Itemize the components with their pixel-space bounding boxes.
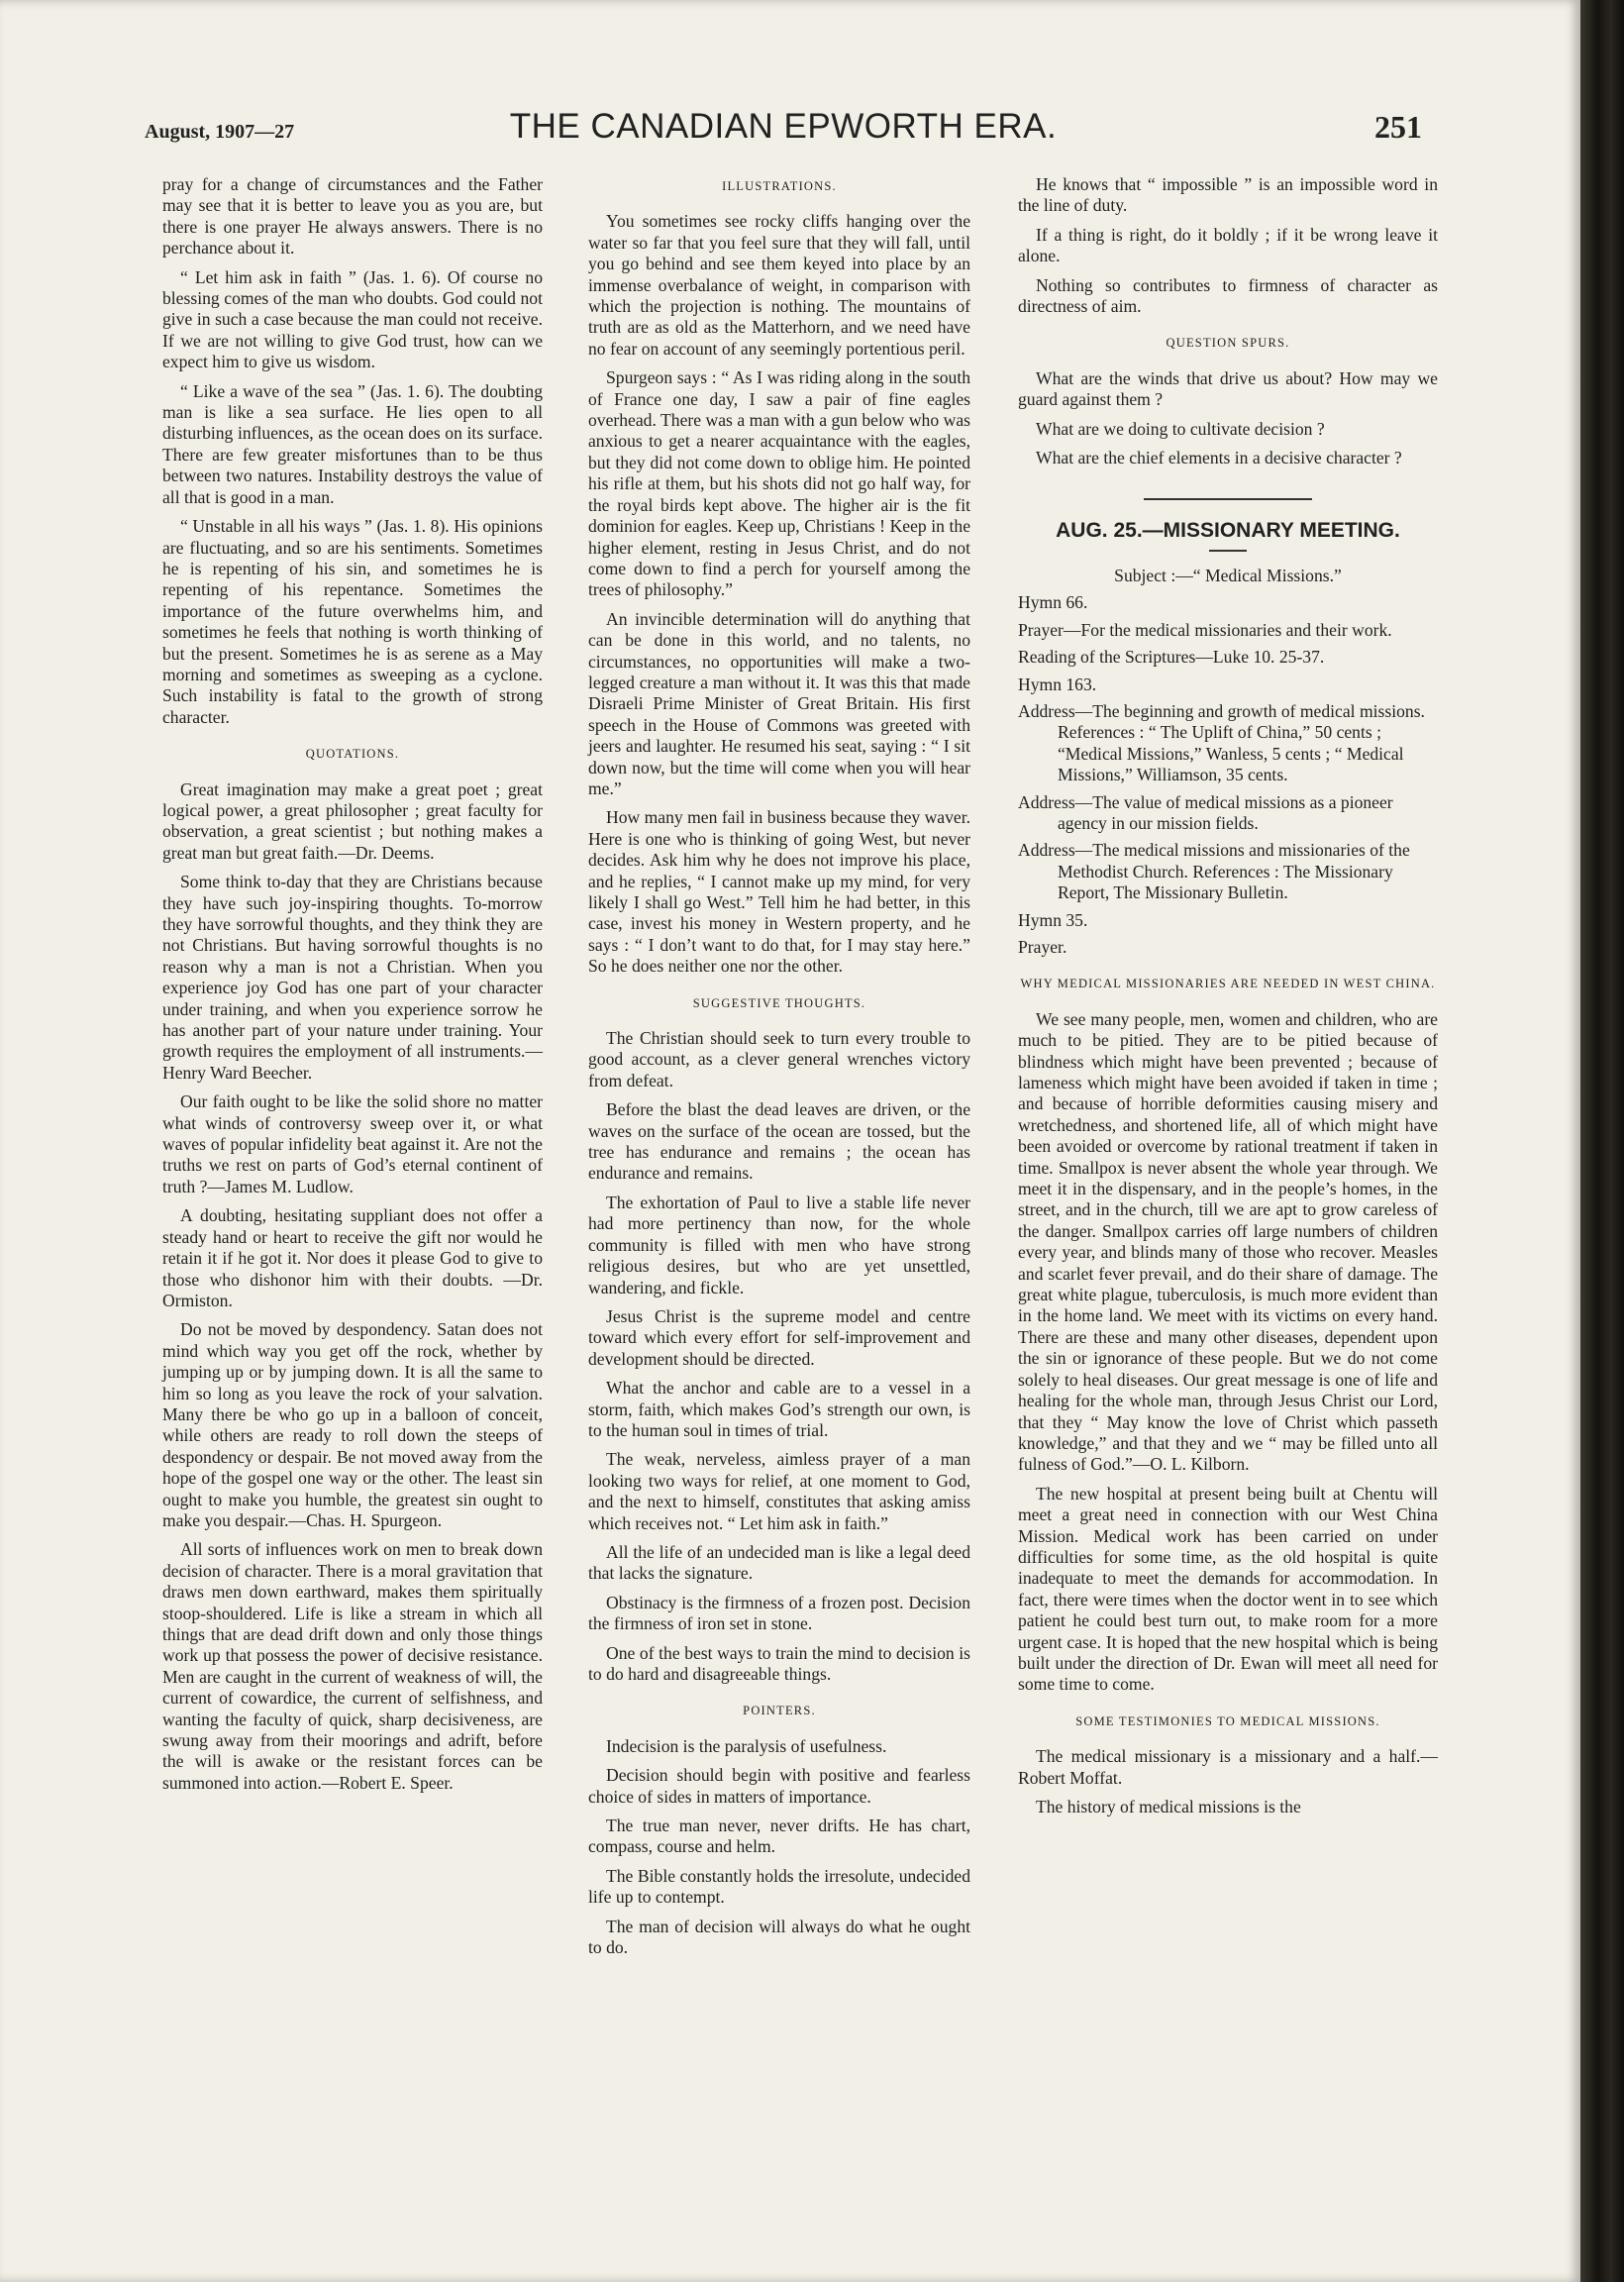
divider: [1209, 550, 1247, 552]
paragraph: The man of decision will always do what he ought to do.: [588, 1916, 970, 1958]
paragraph: pray for a change of circumstances and the Father may see that it is better to leave you as you are, but there is one prayer He always answers. There is no perchance about it.: [162, 174, 543, 259]
paragraph: What are we doing to cultivate decision ?: [1036, 418, 1325, 439]
paragraph: A doubting, hesitating suppliant does not offer a steady hand or heart to receive the gift nor would he retain it if he got it. Nor does it please God to give to those who dishonor him with their doubts. —Dr. Ormiston.: [162, 1205, 543, 1310]
program-item: Prayer—For the medical missionaries and their work.: [1018, 619, 1392, 640]
section-heading-why-medical-missionaries: WHY MEDICAL MISSIONARIES ARE NEEDED IN WEST CHINA.: [1020, 977, 1436, 991]
section-heading-suggestive-thoughts: SUGGESTIVE THOUGHTS.: [692, 995, 866, 1010]
paragraph: Great imagination may make a great poet ; great logical power, a great philosopher ; great faculty for observation, a great scientist ; but nothing makes a great man but great faith.—Dr. Deems.: [162, 778, 543, 863]
paragraph: An invincible determination will do anything that can be done in this world, and no talents, no circumstances, no opportunities will make a two-legged creature a man without it. It was this that made Disraeli Prime Minister of Great Britain. His first speech in the House of Commons was greeted with jeers and laughter. He resumed his seat, saying : “ I sit down now, but the time will come when you will hear me.”: [588, 608, 970, 798]
paragraph: The weak, nerveless, aimless prayer of a man looking two ways for relief, at one moment to God, and the next to himself, constitutes that asking amiss which receives not. “ Let him ask in faith.”: [588, 1449, 970, 1533]
program-item: Hymn 163.: [1018, 674, 1097, 694]
paragraph: Spurgeon says : “ As I was riding along in the south of France one day, I saw a pair of fine eagles overhead. There was a man with a gun below who was anxious to get a nearer acquaintance with the eagles, but they did not come down to oblige him. He pointed his rifle at them, but his shots did not go half way, for the royal birds kept above. The higher air is the fit dominion for eagles. Keep up, Christians ! Keep in the higher element, resting in Jesus Christ, and do not come down to find a perch for yourself among the trees of philosophy.”: [588, 367, 970, 600]
paragraph: “ Let him ask in faith ” (Jas. 1. 6). Of course no blessing comes of the man who doubts. God could not give in such a case because the man could not receive. If we are not willing to give God trust, how can we expect him to give us wisdom.: [162, 266, 543, 372]
program-item: Prayer.: [1018, 936, 1067, 957]
section-heading-testimonies: SOME TESTIMONIES TO MEDICAL MISSIONS.: [1075, 1713, 1380, 1728]
paragraph: Decision should begin with positive and fearless choice of sides in matters of importance.: [588, 1765, 970, 1807]
program-item: Hymn 66.: [1018, 592, 1088, 613]
program-item: Address—The medical missions and missionaries of the Methodist Church. References : The Missionary Report, The Missionary Bulletin.: [1018, 840, 1410, 903]
paragraph: If a thing is right, do it boldly ; if it be wrong leave it alone.: [1018, 224, 1438, 266]
page-number: 251: [1374, 109, 1422, 145]
paragraph: Before the blast the dead leaves are driven, or the waves on the surface of the ocean are tossed, but the tree has endurance and remains ; the ocean has endurance and remains.: [588, 1099, 970, 1184]
paragraph: The true man never, never drifts. He has chart, compass, course and helm.: [588, 1815, 970, 1857]
paragraph: How many men fail in business because they waver. Here is one who is thinking of going West, but never decides. Ask him why he does not improve his place, and he replies, “ I cannot make up my mind, for very likely I shall go West.” Tell him he had better, in this case, invest his money in Western property, and he says : “ I don’t want to do that, for I may stay here.” So he does neither one nor the other.: [588, 807, 970, 977]
paragraph: What are the chief elements in a decisive character ?: [1036, 448, 1402, 468]
paragraph: What the anchor and cable are to a vessel in a storm, faith, which makes God’s strength our own, is to the human soul in times of trial.: [588, 1378, 970, 1440]
column-1: [162, 174, 543, 1802]
paragraph: The new hospital at present being built at Chentu will meet a great need in connection with our West China Mission. Medical work has been carried on under difficulties for some time, as the old hospital is quite inadequate to meet the demands for accommodation. In fact, there were times when the doctor went in to see which patient he could best turn out, to make room for a more urgent case. It is hoped that the new hospital which is being built under the direction of Dr. Ewan will meet all need for some time to come.: [1018, 1483, 1438, 1695]
missionary-meeting-heading: AUG. 25.—MISSIONARY MEETING.: [1056, 519, 1400, 543]
paragraph: The exhortation of Paul to live a stable life never had more pertinency than now, for the whole community is filled with men who have strong religious desires, but who are yet unsettled, wandering, and fickle.: [588, 1192, 970, 1297]
meeting-subject: Subject :—“ Medical Missions.”: [1114, 565, 1342, 585]
program-item: Hymn 35.: [1018, 909, 1088, 930]
section-heading-quotations: QUOTATIONS.: [305, 747, 400, 762]
paragraph: What are the winds that drive us about? How may we guard against them ?: [1018, 367, 1438, 410]
paragraph: “ Like a wave of the sea ” (Jas. 1. 6). The doubting man is like a sea surface. He lies open to all disturbing influences, as the ocean does on its surface. There are few greater misfortunes than to be thus between two natures. Instability destroys the value of all that is good in a man.: [162, 380, 543, 507]
divider: [1144, 498, 1312, 500]
section-heading-pointers: POINTERS.: [743, 1704, 816, 1718]
paragraph: All the life of an undecided man is like a legal deed that lacks the signature.: [588, 1541, 970, 1584]
paragraph: Our faith ought to be like the solid shore no matter what winds of controversy sweep over it, or what waves of popular infidelity beat against it. Are not the truths we rest on parts of God’s eternal continent of truth ?—James M. Ludlow.: [162, 1091, 543, 1196]
paragraph: Do not be moved by despondency. Satan does not mind which way you get off the rock, whether by jumping up or by jumping down. It is all the same to him so long as you leave the rock of your salvation. Many there be who go up in a balloon of conceit, while others are ready to roll down the steeps of despondency or despair. Be not moved away from the hope of the gospel one way or the other. The least sin ought to make you humble, the greatest sin ought to make you despair.—Chas. H. Spurgeon.: [162, 1319, 543, 1530]
paragraph: Indecision is the paralysis of usefulness.: [606, 1735, 887, 1756]
paragraph: Jesus Christ is the supreme model and centre toward which every effort for self-improvement and development should be directed.: [588, 1305, 970, 1369]
paragraph: One of the best ways to train the mind to decision is to do hard and disagreeable things.: [588, 1642, 970, 1684]
book-spine: [1580, 0, 1624, 2282]
paragraph: We see many people, men, women and children, who are much to be pitied. They are to be pitied because of blindness which might have been prevented ; because of lameness which might have been avoided if taken in time ; and because of horrible deformities causing misery and wretchedness, and shortened life, all of which might have been avoided or overcome by rational treatment if taken in time. Smallpox is never absent the whole year through. We meet it in the dispensary, and in the people’s homes, in the street, and in the church, till we are apt to grow careless of the danger. Smallpox carries off large numbers of children every year, and blinds many of those who recover. Measles and scarlet fever prevail, and do their share of damage. The great white plague, tuberculosis, is much more evident than in the home land. We meet with its victims on every hand. There are these and many other diseases, dependent upon the sin or ignorance of these people. But we do not come solely to heal diseases. Our great message is one of life and healing for the whole man, through Jesus Christ our Lord, that they “ May know the love of Christ which passeth knowledge,” and that they and we “ may be filled unto all fulness of God.”—O. L. Kilborn.: [1018, 1008, 1438, 1475]
column-3: [1018, 174, 1438, 1825]
page-header: [145, 105, 1422, 155]
paragraph: The Christian should seek to turn every trouble to good account, as a clever general wrenches victory from defeat.: [588, 1028, 970, 1090]
paragraph: All sorts of influences work on men to break down decision of character. There is a moral gravitation that draws men down earthward, makes them spiritually stoop-shouldered. Life is like a stream in which all things that are dead drift down and only those things work up that possess the power of decisive resistance. Men are caught in the current of weakness of will, the current of cowardice, the current of selfishness, and wanting the faculty of quick, sharp decisiveness, are swung away from their moorings and adrift, before the will is awake or the resistant forces can be summoned into action.—Robert E. Speer.: [162, 1539, 543, 1793]
program-item: Reading of the Scriptures—Luke 10. 25-37.: [1018, 647, 1325, 668]
paragraph: The Bible constantly holds the irresolute, undecided life up to contempt.: [588, 1865, 970, 1908]
section-heading-illustrations: ILLUSTRATIONS.: [722, 179, 837, 193]
paragraph: He knows that “ impossible ” is an impossible word in the line of duty.: [1018, 174, 1438, 216]
paragraph: Some think to-day that they are Christians because they have such joy-inspiring thoughts. To-morrow they have sorrowful thoughts, and they think they are not Christians. But having sorrowful thoughts is no reason why a man is not a Christian. When you experience joy God has one part of your character under training, and when you experience sorrow he has another part of your nature under training. Your growth requires the employment of all instruments.—Henry Ward Beecher.: [162, 872, 543, 1083]
section-heading-question-spurs: QUESTION SPURS.: [1166, 336, 1290, 351]
paragraph: The medical missionary is a missionary and a half.—Robert Moffat.: [1018, 1746, 1438, 1788]
publication-title: THE CANADIAN EPWORTH ERA.: [509, 107, 1058, 146]
paragraph: The history of medical missions is the: [1036, 1797, 1301, 1816]
program-item: Address—The beginning and growth of medical missions. References : “ The Uplift of China,” 50 cents ; “Medical Missions,” Wanless, 5 cents ; “ Medical Missions,” Williamson, 35 cents.: [1018, 700, 1425, 785]
column-2: [588, 174, 970, 1966]
program-item: Address—The value of medical missions as a pioneer agency in our mission fields.: [1018, 791, 1393, 833]
paragraph: You sometimes see rocky cliffs hanging over the water so far that you feel sure that they will fall, until you go behind and see them keyed into place by an immense overbalance of weight, in comparison with which the projection is nothing. The mountains of truth are as old as the Matterhorn, and we need have no fear on account of any seemingly portentious peril.: [588, 211, 970, 359]
paragraph: Nothing so contributes to firmness of character as directness of aim.: [1018, 274, 1438, 317]
issue-date: August, 1907—27: [145, 121, 295, 143]
paragraph: Obstinacy is the firmness of a frozen post. Decision the firmness of iron set in stone.: [588, 1592, 970, 1634]
paragraph: “ Unstable in all his ways ” (Jas. 1. 8). His opinions are fluctuating, and so are his sentiments. Sometimes he is repenting of his sin, and sometimes he is repenting of his repentance. Sometimes the importance of the future overwhelms him, and sometimes he feels that nothing is worth thinking of but the present. Sometimes he is as serene as a May morning and sometimes as sweeping as a cyclone. Such instability is fatal to the growth of strong character.: [162, 516, 543, 727]
